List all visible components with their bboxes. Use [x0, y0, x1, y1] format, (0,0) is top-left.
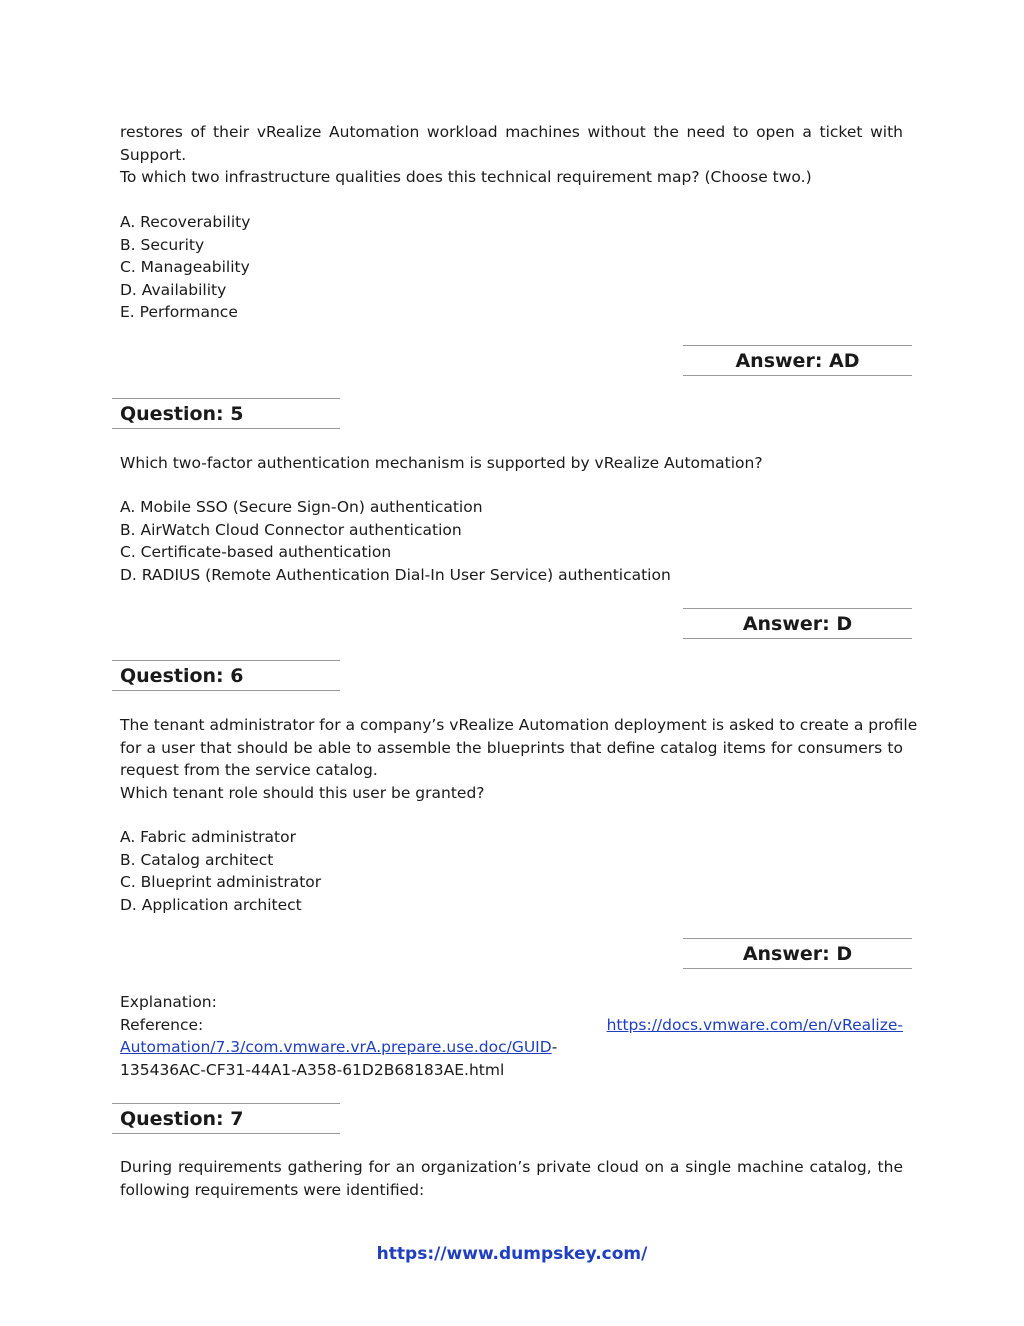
- q5-answer-box: [683, 608, 912, 639]
- q5-heading-box: [112, 398, 340, 429]
- q7-line-1: During requirements gathering for an organization’s private cloud on a single machine catalog, the: [120, 1158, 903, 1176]
- q5-heading: Question: 5: [120, 403, 244, 425]
- q6-reference-tail: 135436AC-CF31-44A1-A358-61D2B68183AE.html: [120, 1060, 505, 1079]
- q4-answer: Answer: AD: [735, 350, 860, 372]
- q6-reference-link-part1[interactable]: https://docs.vmware.com/en/vRealize-: [606, 1016, 903, 1034]
- q4-option-b: B. Security: [120, 235, 205, 254]
- q6-option-a: A. Fabric administrator: [120, 828, 296, 846]
- q6-reference-link-part2[interactable]: Automation/7.3/com.vmware.vrA.prepare.use.doc/GUID: [120, 1038, 552, 1056]
- q7-line-2: following requirements were identified:: [120, 1180, 425, 1199]
- q6-explanation-label: Explanation:: [120, 993, 217, 1011]
- q5-option-a: A. Mobile SSO (Secure Sign-On) authentication: [120, 498, 483, 516]
- q6-reference-label: Reference:: [120, 1016, 204, 1034]
- q6-options: [120, 826, 321, 916]
- q6-question-text: [120, 714, 918, 804]
- q5-question-text: [120, 452, 903, 475]
- q4-question-text: [120, 121, 903, 189]
- q6-line-2: for a user that should be able to assemble the blueprints that define catalog items for consumers to: [120, 738, 903, 757]
- q6-line-3: request from the service catalog.: [120, 761, 378, 779]
- q7-heading: Question: 7: [120, 1108, 244, 1130]
- q5-option-d: D. RADIUS (Remote Authentication Dial-In User Service) authentication: [120, 565, 671, 584]
- q4-answer-box: [683, 345, 912, 376]
- q4-option-d: D. Availability: [120, 280, 227, 299]
- q6-reference-continued: [120, 1036, 903, 1081]
- q5-option-b: B. AirWatch Cloud Connector authentication: [120, 520, 462, 539]
- q6-option-c: C. Blueprint administrator: [120, 873, 322, 891]
- q6-heading: Question: 6: [120, 665, 244, 687]
- q6-answer: Answer: D: [742, 943, 853, 965]
- q7-heading-box: [112, 1103, 340, 1134]
- q5-options: [120, 496, 671, 586]
- q5-option-c: C. Certificate-based authentication: [120, 543, 392, 561]
- q4-line-2: Support.: [120, 145, 187, 164]
- q4-options: [120, 211, 250, 324]
- q6-reference-dash: -: [551, 1038, 558, 1056]
- q4-option-c: C. Manageability: [120, 258, 250, 276]
- q6-reference-row: [120, 1014, 903, 1037]
- q5-line-1: Which two-factor authentication mechanism is supported by vRealize Automation?: [120, 454, 763, 472]
- q6-option-d: D. Application architect: [120, 895, 302, 914]
- q6-reference-line-2: [120, 1036, 903, 1059]
- q6-line-1: The tenant administrator for a company’s vRealize Automation deployment is asked to create a profile: [120, 716, 918, 734]
- q6-option-b: B. Catalog architect: [120, 850, 274, 869]
- q6-line-4: Which tenant role should this user be granted?: [120, 783, 485, 802]
- q4-line-3: To which two infrastructure qualities does this technical requirement map? (Choose two.): [120, 168, 812, 186]
- q7-question-text: [120, 1156, 903, 1201]
- q4-option-e: E. Performance: [120, 303, 238, 321]
- q6-heading-box: [112, 660, 340, 691]
- q4-option-a: A. Recoverability: [120, 213, 251, 231]
- q5-answer: Answer: D: [742, 613, 853, 635]
- footer-url[interactable]: https://www.dumpskey.com/: [376, 1244, 648, 1264]
- q6-answer-box: [683, 938, 912, 969]
- q4-line-1: restores of their vRealize Automation workload machines without the need to open a ticket with: [120, 123, 903, 141]
